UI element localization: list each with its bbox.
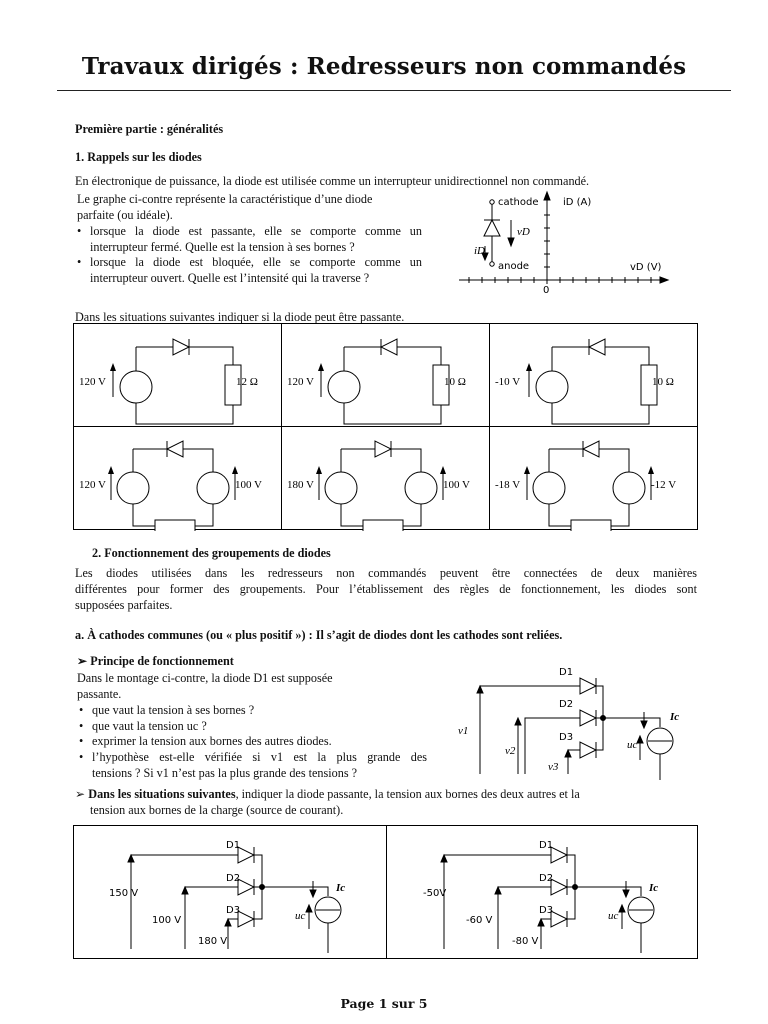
D1-label: D1 bbox=[559, 667, 574, 678]
Ic-label: Ic bbox=[336, 882, 346, 894]
v3-label: v3 bbox=[548, 761, 559, 773]
sec1-intro: En électronique de puissance, la diode est utilisée comme un interrupteur unidirectionnel non commandé. bbox=[75, 174, 590, 188]
iD-axis-label: iD (A) bbox=[563, 197, 592, 208]
source-label: -18 V bbox=[495, 479, 521, 491]
resistor-label: 10 Ω bbox=[652, 376, 674, 388]
circuit-2 bbox=[287, 339, 466, 424]
D2-label: D2 bbox=[226, 873, 241, 884]
vD-label: vD bbox=[517, 226, 530, 238]
page-title: Travaux dirigés : Redresseurs non commandés bbox=[81, 53, 687, 80]
resistor-label: 10 Ω bbox=[444, 376, 466, 388]
bullet-item: • que vaut la tension uc ? bbox=[77, 719, 427, 735]
circuit-6 bbox=[495, 441, 676, 531]
page-footer: Page 1 sur 5 bbox=[340, 996, 428, 1011]
principe-block: Dans le montage ci-contre, la diode D1 est supposée passante. • que vaut la tension à ses bornes ? • que vaut la tension uc ? • exprimer la tension aux bornes des autres diodes. • l’hypothèse est-elle vérifiée si v1 est la plus grande des tensions ? Si v1 n’est pas la plus grande des tensions ? bbox=[77, 671, 427, 782]
diode-text-line: parfaite (ou idéale). bbox=[77, 207, 173, 222]
cathode-label: cathode bbox=[498, 197, 539, 208]
v3-value: -80 V bbox=[512, 936, 539, 947]
circuit-5 bbox=[287, 441, 470, 531]
common-cathode-circuit bbox=[455, 662, 690, 782]
anode-label: anode bbox=[498, 261, 530, 272]
uc-label: uc bbox=[627, 739, 638, 751]
sec2a-heading: a. À cathodes communes (ou « plus positif ») : Il s’agit de diodes dont les cathodes sont reliées. bbox=[75, 628, 563, 642]
v1-value: -50V bbox=[423, 888, 447, 899]
diode-circuits-grid bbox=[73, 323, 699, 531]
circuit-4 bbox=[79, 441, 262, 531]
v2-label: v2 bbox=[505, 745, 516, 757]
case-2 bbox=[423, 840, 658, 953]
bullet-item: • l’hypothèse est-elle vérifiée si v1 est la plus grande des tensions ? Si v1 n’est pas la plus grande des tensions ? bbox=[77, 750, 427, 782]
D3-label: D3 bbox=[539, 905, 554, 916]
principe-heading: ➢ Principe de fonctionnement bbox=[77, 654, 234, 668]
arrow-bullet-icon: ➢ bbox=[75, 787, 89, 801]
source-label: 120 V bbox=[79, 376, 106, 388]
vD-axis-label: vD (V) bbox=[630, 262, 662, 273]
Ic-label: Ic bbox=[670, 711, 680, 723]
source-label: 100 V bbox=[235, 479, 262, 491]
v1-label: v1 bbox=[458, 725, 469, 737]
title-rule bbox=[57, 90, 731, 91]
bullet-item: • lorsque la diode est passante, elle se comporte comme un interrupteur fermé. Quelle est la tension à ses bornes ? bbox=[75, 224, 422, 256]
uc-label: uc bbox=[608, 910, 619, 922]
D3-label: D3 bbox=[226, 905, 241, 916]
D2-label: D2 bbox=[559, 699, 574, 710]
D3-label: D3 bbox=[559, 732, 574, 743]
diode-text-line: Le graphe ci-contre représente la caractéristique d’une diode bbox=[77, 192, 373, 206]
D2-label: D2 bbox=[539, 873, 554, 884]
source-label: 120 V bbox=[79, 479, 106, 491]
diode-characteristic-graph bbox=[455, 190, 675, 296]
circuit-3 bbox=[495, 339, 674, 424]
Ic-label: Ic bbox=[649, 882, 659, 894]
v3-value: 180 V bbox=[198, 936, 228, 947]
sec2-heading: 2. Fonctionnement des groupements de diodes bbox=[92, 546, 331, 560]
v2-value: -60 V bbox=[466, 915, 493, 926]
source-label: 100 V bbox=[443, 479, 470, 491]
origin-label: 0 bbox=[543, 285, 550, 296]
source-label: 120 V bbox=[287, 376, 314, 388]
resistor-label: 12 Ω bbox=[236, 376, 258, 388]
v2-value: 100 V bbox=[152, 915, 182, 926]
bullet-item: • exprimer la tension aux bornes des autres diodes. bbox=[77, 734, 427, 750]
v1-value: 150 V bbox=[109, 888, 139, 899]
source-label: -10 V bbox=[495, 376, 521, 388]
sec1-heading: 1. Rappels sur les diodes bbox=[75, 150, 202, 164]
bullet-item: • que vaut la tension à ses bornes ? bbox=[77, 703, 427, 719]
iD-label: iD bbox=[474, 245, 485, 257]
sec2-paragraph: Les diodes utilisées dans les redresseurs non commandés peuvent être connectées de deux manières différentes pour former des groupements. Pour l’établissement des règles de fonctionnement, les diodes sont supposées parfaites. bbox=[75, 566, 697, 612]
D1-label: D1 bbox=[226, 840, 241, 851]
diode-text-block bbox=[77, 192, 422, 287]
source-label: 180 V bbox=[287, 479, 314, 491]
common-cathode-cases-table bbox=[73, 825, 699, 959]
D1-label: D1 bbox=[539, 840, 554, 851]
uc-label: uc bbox=[295, 910, 306, 922]
source-label: -12 V bbox=[651, 479, 677, 491]
situations-intro: Dans les situations suivantes indiquer si la diode peut être passante. bbox=[75, 310, 405, 324]
circuit-1 bbox=[79, 339, 258, 424]
arrow-bullet-icon: ➢ bbox=[77, 654, 91, 668]
situations-block: ➢ Dans les situations suivantes, indiquer la diode passante, la tension aux bornes des deux autres et la tension aux bornes de la charge (source de courant). bbox=[75, 787, 580, 817]
bullet-item: • lorsque la diode est bloquée, elle se comporte comme un interrupteur ouvert. Quelle est l’intensité qui la traverse ? bbox=[75, 255, 422, 287]
case-1 bbox=[109, 840, 345, 953]
part1-heading: Première partie : généralités bbox=[75, 122, 224, 136]
